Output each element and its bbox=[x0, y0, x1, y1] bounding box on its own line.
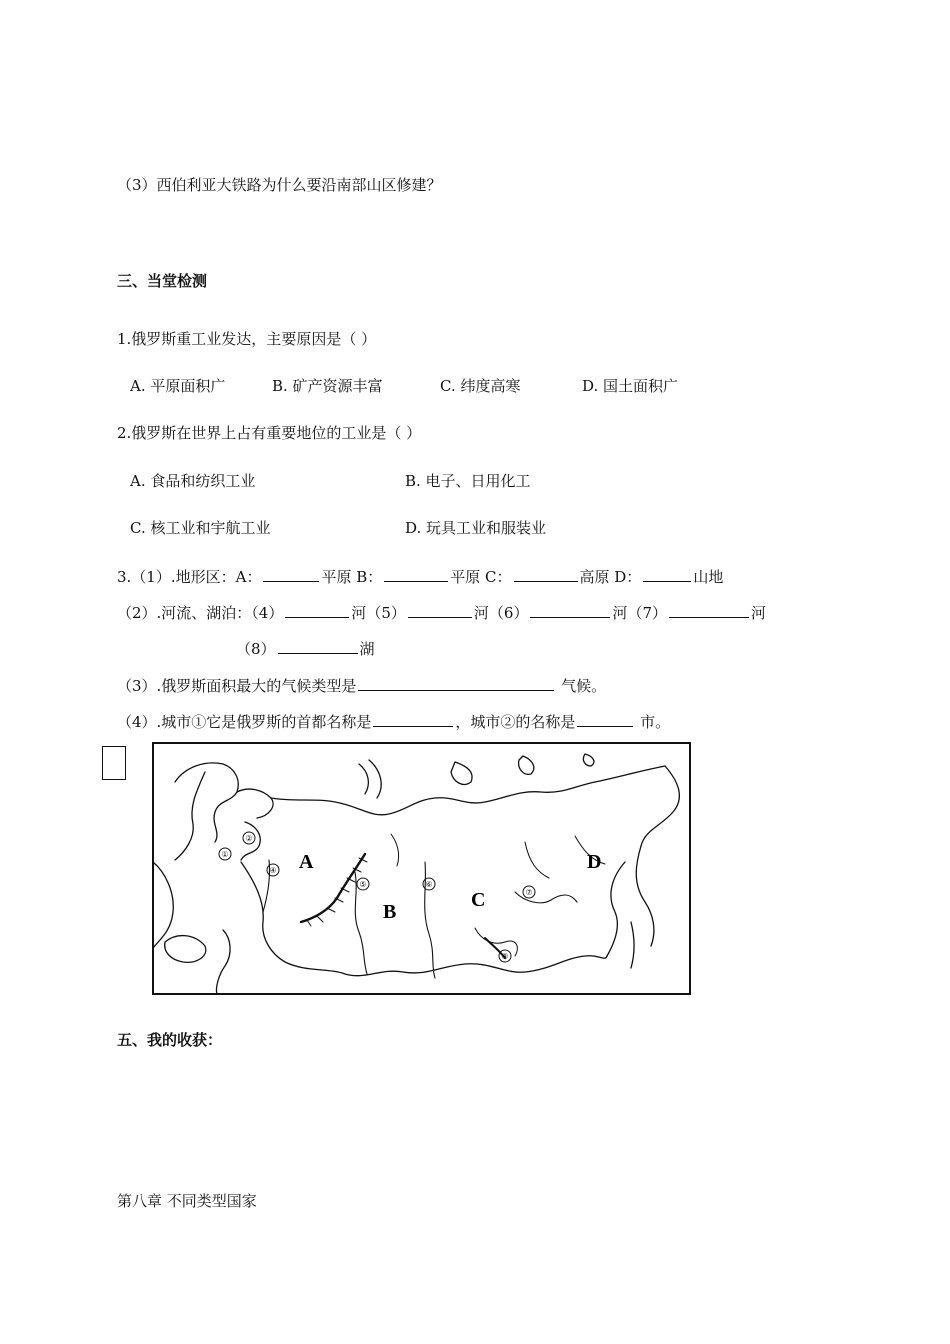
q1-stem: 1.俄罗斯重工业发达，主要原因是（ ） bbox=[117, 330, 377, 348]
q2-option-b: B. 电子、日用化工 bbox=[405, 472, 531, 490]
q1-option-d: D. 国土面积广 bbox=[582, 377, 679, 395]
q3-part2 bbox=[117, 601, 766, 623]
q2-option-d: D. 玩具工业和服装业 bbox=[405, 519, 547, 537]
q3-part3 bbox=[117, 674, 606, 696]
q3-part1 bbox=[117, 565, 723, 587]
q3-part4-suffix: 市。 bbox=[635, 713, 671, 731]
chapter-title: 第八章 不同类型国家 bbox=[117, 1192, 257, 1210]
blank-river-6[interactable] bbox=[530, 601, 610, 618]
q3-part2-prefix: （2）.河流、湖泊：（4） bbox=[117, 604, 284, 622]
blank-city-2[interactable] bbox=[577, 710, 633, 727]
blank-river-5[interactable] bbox=[408, 601, 472, 618]
marker-5: ⑤ bbox=[359, 880, 367, 889]
blank-lake-8[interactable] bbox=[278, 637, 358, 654]
blank-climate[interactable] bbox=[358, 674, 554, 691]
q1-option-b: B. 矿产资源丰富 bbox=[272, 377, 383, 395]
marker-6: ⑥ bbox=[425, 880, 433, 889]
blank-d[interactable] bbox=[643, 565, 691, 582]
marker-2: ② bbox=[245, 834, 253, 843]
section-3-title: 三、当堂检测 bbox=[117, 272, 208, 290]
map-label-b: B bbox=[383, 901, 397, 923]
map-label-c: C bbox=[471, 889, 486, 911]
q3-part2-r6: 河（7） bbox=[612, 604, 667, 622]
answer-box bbox=[102, 746, 126, 780]
map-label-d: D bbox=[587, 851, 602, 873]
q3-part2-lake-prefix: （8） bbox=[236, 640, 276, 658]
q3-part1-d: 山地 bbox=[693, 568, 724, 586]
q3-part1-c: 高原 D： bbox=[579, 568, 642, 586]
q3-part2-r4: 河（5） bbox=[351, 604, 406, 622]
map-label-a: A bbox=[299, 851, 314, 873]
marker-4: ④ bbox=[269, 866, 277, 875]
q3-part2-r7: 河 bbox=[751, 604, 767, 622]
q2-option-c: C. 核工业和宇航工业 bbox=[130, 519, 271, 537]
q3-part4-prefix: （4）.城市①它是俄罗斯的首都名称是 bbox=[117, 713, 372, 731]
q3-part1-a: 平原 B： bbox=[321, 568, 383, 586]
blank-c[interactable] bbox=[514, 565, 578, 582]
russia-map bbox=[145, 742, 693, 998]
q2-option-a: A. 食品和纺织工业 bbox=[130, 472, 256, 490]
blank-a[interactable] bbox=[263, 565, 319, 582]
q1-option-c: C. 纬度高寒 bbox=[440, 377, 521, 395]
q3-part3-prefix: （3）.俄罗斯面积最大的气候类型是 bbox=[117, 677, 357, 695]
question-3-sub: （3）西伯利亚大铁路为什么要沿南部山区修建？ bbox=[117, 176, 442, 194]
q3-part4 bbox=[117, 710, 670, 732]
q3-part2-lake-suffix: 湖 bbox=[359, 640, 375, 658]
blank-river-7[interactable] bbox=[669, 601, 749, 618]
q3-part2-r5: 河（6） bbox=[473, 604, 529, 622]
blank-capital[interactable] bbox=[373, 710, 453, 727]
q3-part1-b: 平原 C： bbox=[450, 568, 512, 586]
marker-1: ① bbox=[221, 850, 229, 859]
marker-7: ⑦ bbox=[525, 888, 533, 897]
q2-stem: 2.俄罗斯在世界上占有重要地位的工业是（ ） bbox=[117, 424, 422, 442]
q3-part3-suffix: 气候。 bbox=[556, 677, 607, 695]
blank-b[interactable] bbox=[384, 565, 448, 582]
blank-river-4[interactable] bbox=[285, 601, 349, 618]
q3-part1-prefix: 3.（1）.地形区：A： bbox=[117, 568, 262, 586]
q3-part4-mid: ，城市②的名称是 bbox=[455, 713, 576, 731]
q1-option-a: A. 平原面积广 bbox=[130, 377, 226, 395]
section-5-title: 五、我的收获： bbox=[117, 1031, 223, 1049]
marker-8: ⑧ bbox=[501, 952, 509, 961]
q3-part2-lake bbox=[236, 637, 375, 659]
